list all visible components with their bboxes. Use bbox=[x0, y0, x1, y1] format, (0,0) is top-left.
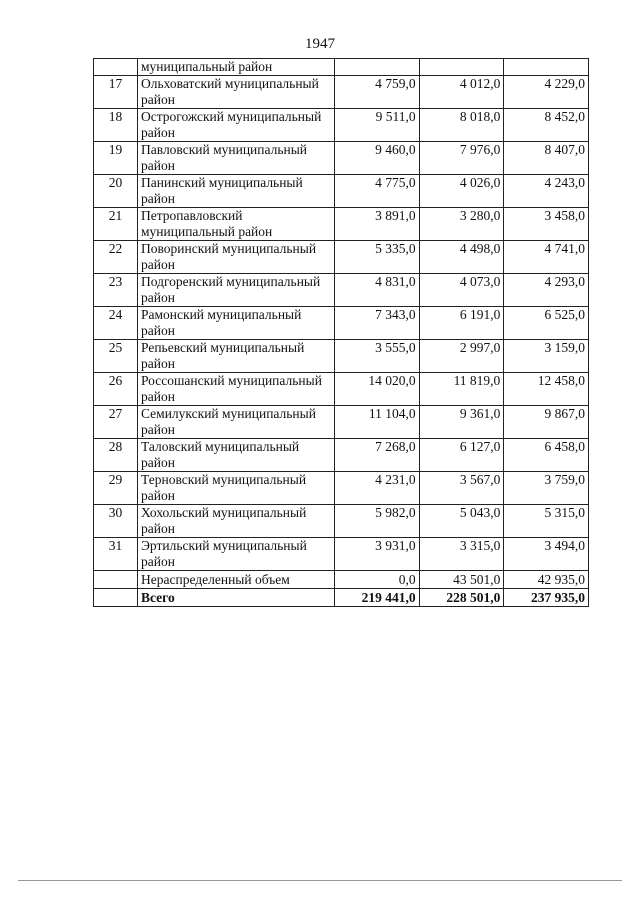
table-row bbox=[94, 406, 589, 439]
value-cell-3: 42 935,0 bbox=[504, 571, 589, 589]
undistributed-label: Нераспределенный объем bbox=[138, 571, 335, 589]
value-cell-1: 14 020,0 bbox=[335, 373, 420, 406]
page-bottom-rule bbox=[18, 880, 622, 881]
district-name-cell: Таловский муниципальный район bbox=[138, 439, 335, 472]
table-row bbox=[94, 208, 589, 241]
value-cell-2: 11 819,0 bbox=[419, 373, 504, 406]
value-cell-2: 3 280,0 bbox=[419, 208, 504, 241]
district-name-cell: Рамонский муниципальный район bbox=[138, 307, 335, 340]
value-cell-1: 11 104,0 bbox=[335, 406, 420, 439]
value-cell-1: 9 460,0 bbox=[335, 142, 420, 175]
total-label: Всего bbox=[138, 589, 335, 607]
value-cell-3: 8 407,0 bbox=[504, 142, 589, 175]
value-cell-1: 3 891,0 bbox=[335, 208, 420, 241]
row-number-cell: 20 bbox=[94, 175, 138, 208]
district-name-cell: Хохольский муниципальный район bbox=[138, 505, 335, 538]
district-name-cell: Терновский муниципальный район bbox=[138, 472, 335, 505]
row-number-cell: 28 bbox=[94, 439, 138, 472]
table-row bbox=[94, 439, 589, 472]
value-cell-2: 9 361,0 bbox=[419, 406, 504, 439]
table-row bbox=[94, 538, 589, 571]
value-cell-1: 3 931,0 bbox=[335, 538, 420, 571]
value-cell-1: 4 759,0 bbox=[335, 76, 420, 109]
value-cell-3: 5 315,0 bbox=[504, 505, 589, 538]
total-value-1: 219 441,0 bbox=[335, 589, 420, 607]
district-name-cell: Панинский муниципальный район bbox=[138, 175, 335, 208]
row-number-cell: 18 bbox=[94, 109, 138, 142]
district-name-cell: Ольховатский муниципальный район bbox=[138, 76, 335, 109]
row-number-cell: 23 bbox=[94, 274, 138, 307]
district-name-cell: Петропавловский муниципальный район bbox=[138, 208, 335, 241]
table-row bbox=[94, 241, 589, 274]
value-cell-3: 4 741,0 bbox=[504, 241, 589, 274]
row-number-cell bbox=[94, 589, 138, 607]
table-row bbox=[94, 142, 589, 175]
row-number-cell: 31 bbox=[94, 538, 138, 571]
row-number-cell bbox=[94, 59, 138, 76]
page-number: 1947 bbox=[305, 36, 335, 52]
row-number-cell: 19 bbox=[94, 142, 138, 175]
value-cell-1: 4 775,0 bbox=[335, 175, 420, 208]
value-cell-2: 4 498,0 bbox=[419, 241, 504, 274]
value-cell-1: 4 831,0 bbox=[335, 274, 420, 307]
value-cell-1: 5 982,0 bbox=[335, 505, 420, 538]
row-number-cell: 27 bbox=[94, 406, 138, 439]
value-cell-1: 4 231,0 bbox=[335, 472, 420, 505]
total-value-3: 237 935,0 bbox=[504, 589, 589, 607]
row-number-cell: 24 bbox=[94, 307, 138, 340]
value-cell-1 bbox=[335, 59, 420, 76]
district-name-cell: муниципальный район bbox=[138, 59, 335, 76]
row-number-cell: 25 bbox=[94, 340, 138, 373]
value-cell-2: 3 315,0 bbox=[419, 538, 504, 571]
district-name-cell: Семилукский муниципальный район bbox=[138, 406, 335, 439]
value-cell-1: 5 335,0 bbox=[335, 241, 420, 274]
value-cell-1: 7 343,0 bbox=[335, 307, 420, 340]
value-cell-3: 3 494,0 bbox=[504, 538, 589, 571]
district-name-cell: Острогожский муниципальный район bbox=[138, 109, 335, 142]
district-name-cell: Репьевский муниципальный район bbox=[138, 340, 335, 373]
row-number-cell: 17 bbox=[94, 76, 138, 109]
value-cell-3: 4 293,0 bbox=[504, 274, 589, 307]
table-row-total bbox=[94, 589, 589, 607]
district-name-cell: Россошанский муниципальный район bbox=[138, 373, 335, 406]
value-cell-2: 4 073,0 bbox=[419, 274, 504, 307]
table-row bbox=[94, 307, 589, 340]
value-cell-2: 43 501,0 bbox=[419, 571, 504, 589]
value-cell-2: 6 127,0 bbox=[419, 439, 504, 472]
value-cell-3: 9 867,0 bbox=[504, 406, 589, 439]
value-cell-2: 4 012,0 bbox=[419, 76, 504, 109]
value-cell-2: 3 567,0 bbox=[419, 472, 504, 505]
row-number-cell: 26 bbox=[94, 373, 138, 406]
value-cell-2: 4 026,0 bbox=[419, 175, 504, 208]
row-number-cell bbox=[94, 571, 138, 589]
table-row bbox=[94, 76, 589, 109]
table-row bbox=[94, 505, 589, 538]
district-name-cell: Поворинский муниципальный район bbox=[138, 241, 335, 274]
value-cell-3: 4 229,0 bbox=[504, 76, 589, 109]
value-cell-2: 7 976,0 bbox=[419, 142, 504, 175]
table-row bbox=[94, 109, 589, 142]
row-number-cell: 22 bbox=[94, 241, 138, 274]
table-row bbox=[94, 472, 589, 505]
table-row bbox=[94, 340, 589, 373]
district-name-cell: Павловский муниципальный район bbox=[138, 142, 335, 175]
value-cell-3: 3 159,0 bbox=[504, 340, 589, 373]
table-row bbox=[94, 175, 589, 208]
district-name-cell: Подгоренский муниципальный район bbox=[138, 274, 335, 307]
value-cell-2: 6 191,0 bbox=[419, 307, 504, 340]
table-row-undistributed bbox=[94, 571, 589, 589]
allocation-table bbox=[93, 58, 589, 607]
value-cell-3: 12 458,0 bbox=[504, 373, 589, 406]
table-body bbox=[94, 59, 589, 607]
district-name-cell: Эртильский муниципальный район bbox=[138, 538, 335, 571]
value-cell-3: 3 759,0 bbox=[504, 472, 589, 505]
value-cell-3: 8 452,0 bbox=[504, 109, 589, 142]
table-row bbox=[94, 274, 589, 307]
value-cell-3 bbox=[504, 59, 589, 76]
value-cell-3: 6 525,0 bbox=[504, 307, 589, 340]
value-cell-2 bbox=[419, 59, 504, 76]
total-value-2: 228 501,0 bbox=[419, 589, 504, 607]
value-cell-1: 9 511,0 bbox=[335, 109, 420, 142]
value-cell-1: 7 268,0 bbox=[335, 439, 420, 472]
row-number-cell: 30 bbox=[94, 505, 138, 538]
value-cell-2: 5 043,0 bbox=[419, 505, 504, 538]
value-cell-2: 8 018,0 bbox=[419, 109, 504, 142]
row-number-cell: 21 bbox=[94, 208, 138, 241]
value-cell-1: 0,0 bbox=[335, 571, 420, 589]
value-cell-2: 2 997,0 bbox=[419, 340, 504, 373]
value-cell-1: 3 555,0 bbox=[335, 340, 420, 373]
value-cell-3: 6 458,0 bbox=[504, 439, 589, 472]
table-row bbox=[94, 373, 589, 406]
value-cell-3: 4 243,0 bbox=[504, 175, 589, 208]
row-number-cell: 29 bbox=[94, 472, 138, 505]
value-cell-3: 3 458,0 bbox=[504, 208, 589, 241]
table-row-continuation bbox=[94, 59, 589, 76]
